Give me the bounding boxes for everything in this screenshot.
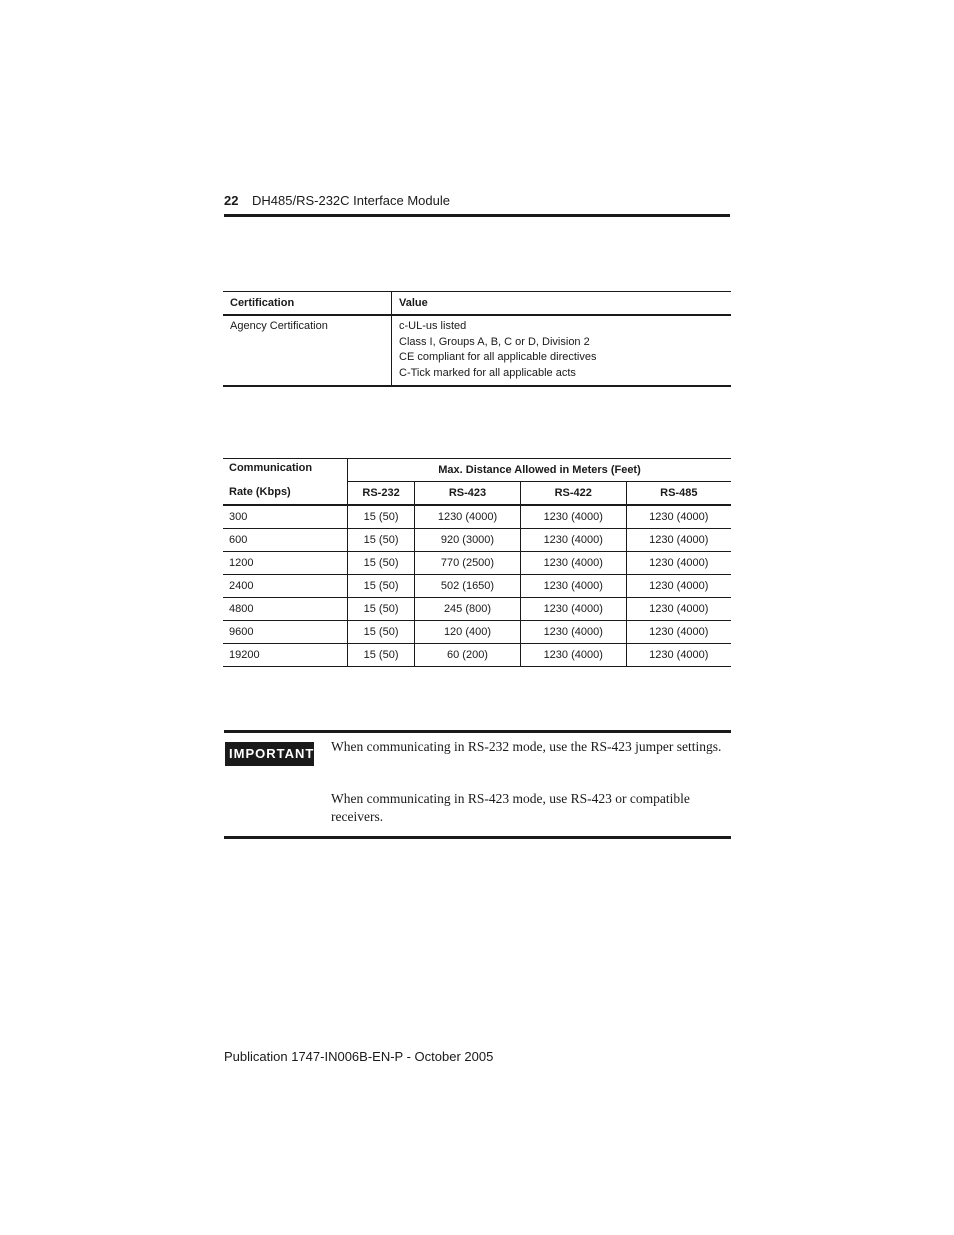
distance-cell: 60 (200)	[415, 644, 521, 667]
table-header-row	[223, 292, 731, 316]
table-row	[223, 621, 731, 644]
distance-cell: 1230 (4000)	[626, 505, 731, 529]
distance-cell: 120 (400)	[415, 621, 521, 644]
distance-cell: 1230 (4000)	[626, 644, 731, 667]
rate-cell: 9600	[223, 621, 348, 644]
rate-cell: 300	[223, 505, 348, 529]
table-row	[223, 598, 731, 621]
page-header	[224, 192, 730, 218]
note-paragraph: When communicating in RS-232 mode, use the RS-423 jumper settings.	[331, 739, 722, 754]
page-number: 22	[224, 193, 239, 208]
distance-cell: 15 (50)	[348, 575, 415, 598]
table-header-row	[223, 459, 731, 482]
table-row	[223, 529, 731, 552]
distance-cell: 245 (800)	[415, 598, 521, 621]
header-rule	[224, 214, 730, 217]
note-top-rule	[224, 730, 731, 733]
column-header-rs423: RS-423	[415, 482, 521, 506]
header-title: DH485/RS-232C Interface Module	[252, 193, 450, 208]
distance-cell: 1230 (4000)	[626, 598, 731, 621]
distance-cell: 15 (50)	[348, 644, 415, 667]
table-row	[223, 315, 731, 386]
distance-cell: 502 (1650)	[415, 575, 521, 598]
distance-cell: 1230 (4000)	[520, 621, 626, 644]
certification-cell: Agency Certification	[223, 315, 392, 386]
rate-cell: 19200	[223, 644, 348, 667]
note-paragraph: When communicating in RS-423 mode, use RS-423 or compatible receivers.	[331, 791, 690, 824]
communication-distance-table	[223, 458, 731, 667]
note-bottom-rule	[224, 836, 731, 839]
rate-cell: 4800	[223, 598, 348, 621]
distance-cell: 1230 (4000)	[520, 552, 626, 575]
important-badge: IMPORTANT	[225, 742, 314, 766]
column-header-max-distance: Max. Distance Allowed in Meters (Feet)	[348, 459, 732, 482]
distance-cell: 1230 (4000)	[626, 575, 731, 598]
table-row	[223, 575, 731, 598]
rate-cell: 600	[223, 529, 348, 552]
column-header-value: Value	[392, 292, 732, 316]
distance-cell: 1230 (4000)	[626, 552, 731, 575]
distance-cell: 1230 (4000)	[520, 575, 626, 598]
value-line: Class I, Groups A, B, C or D, Division 2	[399, 335, 590, 348]
distance-cell: 1230 (4000)	[520, 644, 626, 667]
value-line: CE compliant for all applicable directives	[399, 351, 597, 363]
value-line: C-Tick marked for all applicable acts	[399, 366, 576, 379]
table-row	[223, 644, 731, 667]
distance-cell: 1230 (4000)	[520, 598, 626, 621]
column-header-rs485: RS-485	[626, 482, 731, 506]
distance-cell: 1230 (4000)	[626, 529, 731, 552]
distance-cell: 1230 (4000)	[520, 505, 626, 529]
distance-cell: 920 (3000)	[415, 529, 521, 552]
column-header-rs422: RS-422	[520, 482, 626, 506]
value-line: c-UL-us listed	[399, 320, 467, 332]
distance-cell: 15 (50)	[348, 598, 415, 621]
table-row	[223, 552, 731, 575]
rate-cell: 2400	[223, 575, 348, 598]
column-header-rs232: RS-232	[348, 482, 415, 506]
rate-cell: 1200	[223, 552, 348, 575]
distance-cell: 1230 (4000)	[520, 529, 626, 552]
table-row	[223, 505, 731, 529]
distance-cell: 15 (50)	[348, 552, 415, 575]
value-cell	[392, 315, 732, 386]
distance-cell: 770 (2500)	[415, 552, 521, 575]
rate-header-line: Rate (Kbps)	[229, 486, 291, 498]
distance-cell: 1230 (4000)	[626, 621, 731, 644]
column-header-certification: Certification	[223, 292, 392, 316]
column-header-rate	[223, 459, 348, 506]
distance-cell: 15 (50)	[348, 621, 415, 644]
publication-footer: Publication 1747-IN006B-EN-P - October 2005	[224, 1049, 494, 1064]
distance-cell: 15 (50)	[348, 505, 415, 529]
important-note	[224, 730, 731, 838]
rate-header-line: Communication	[229, 462, 313, 474]
certification-table	[223, 291, 731, 387]
distance-cell: 1230 (4000)	[415, 505, 521, 529]
distance-cell: 15 (50)	[348, 529, 415, 552]
